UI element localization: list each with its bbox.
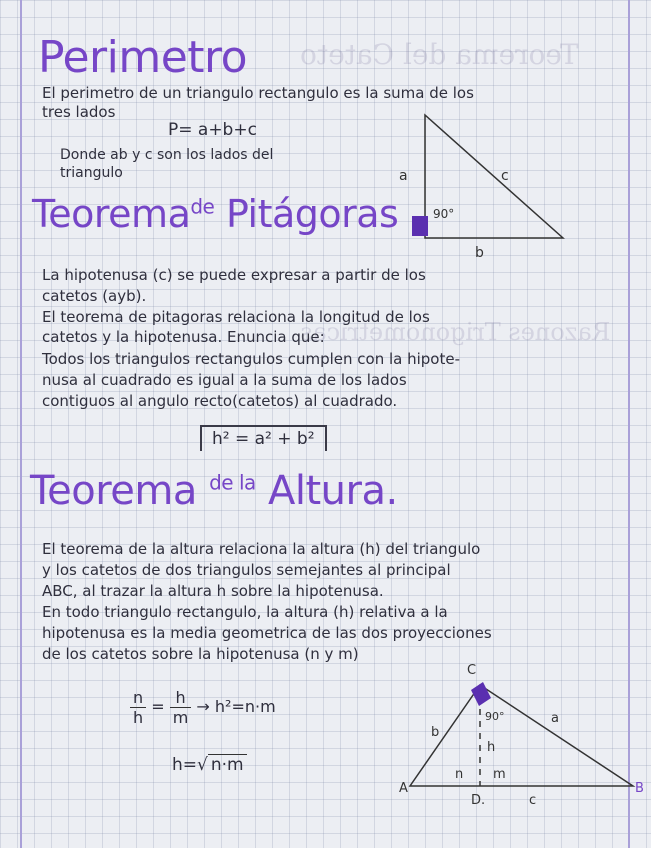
pitagoras-text-line: El teorema de pitagoras relaciona la longitud de los — [42, 308, 430, 326]
pitagoras-text-line: Todos los triangulos rectangulos cumplen con la hipote- — [42, 350, 461, 368]
right-angle-marker — [412, 216, 428, 236]
altura-formula-result: → h²=n·m — [196, 697, 276, 716]
vertex-label-A: A — [399, 781, 408, 796]
fraction-denominator: h — [133, 708, 144, 727]
right-angle-marker — [471, 682, 491, 706]
altura-proportion-formula: $\frac{n}{h}$ = $\frac{h}{m}$ → h²=n·m — [130, 688, 276, 727]
pitagoras-heading — [32, 192, 398, 236]
perimetro-text-line: El perimetro de un triangulo rectangulo es la suma de los — [42, 84, 474, 102]
pitagoras-formula-box: h² = a² + b² — [200, 425, 327, 451]
projection-label-n: n — [455, 767, 464, 782]
right-triangle-diagram — [395, 105, 575, 265]
triangle-angle-label: 90° — [433, 207, 455, 221]
altura-heading-name: Altura. — [267, 468, 398, 514]
pitagoras-text-line: La hipotenusa (c) se puede expresar a partir de los — [42, 266, 426, 284]
pitagoras-text-line: contiguos al angulo recto(catetos) al cuadrado. — [42, 392, 398, 410]
altura-text-line: y los catetos de dos triangulos semejantes al principal — [42, 561, 451, 579]
fraction-n-over-h — [130, 688, 146, 727]
fraction-h-over-m — [170, 688, 192, 727]
side-label-a: a — [551, 711, 559, 726]
left-margin-line — [20, 0, 22, 848]
perimetro-note-line: Donde ab y c son los lados del — [60, 147, 274, 163]
altura-text-line: hipotenusa es la media geometrica de las dos proyecciones — [42, 624, 492, 642]
bleed-through-text: Teorema del Cateto — [300, 38, 579, 71]
pitagoras-text-line: catetos (ayb). — [42, 287, 147, 305]
altura-heading — [30, 468, 398, 514]
side-label-c: c — [529, 793, 537, 808]
altitude-triangle-diagram — [395, 658, 651, 808]
sqrt-symbol: √ — [197, 755, 208, 775]
altura-root-formula — [172, 755, 247, 775]
pitagoras-heading-name: Pitágoras — [225, 192, 399, 236]
angle-label: 90° — [485, 710, 505, 723]
perimetro-note-line: triangulo — [60, 165, 123, 181]
vertex-label-C: C — [467, 663, 477, 678]
pitagoras-heading-word: Teorema — [32, 192, 191, 236]
altura-text-line: El teorema de la altura relaciona la altura (h) del triangulo — [42, 540, 481, 558]
altura-text-line: En todo triangulo rectangulo, la altura (h) relativa a la — [42, 603, 448, 621]
triangle-label-c: c — [501, 168, 509, 184]
fraction-denominator: m — [172, 708, 189, 727]
root-lhs: h= — [172, 755, 198, 775]
altitude-label-h: h — [487, 740, 496, 755]
altura-heading-sup: de la — [209, 470, 256, 495]
side-label-b: b — [431, 725, 440, 740]
perimetro-heading: Perimetro — [38, 32, 248, 83]
perimetro-formula: P= a+b+c — [168, 120, 257, 140]
perimetro-text-line: tres lados — [42, 103, 116, 121]
vertex-label-D: D. — [471, 793, 486, 808]
triangle-label-b: b — [475, 245, 484, 261]
fraction-numerator: h — [170, 688, 192, 708]
altura-heading-word: Teorema — [30, 468, 197, 514]
pitagoras-text-line: nusa al cuadrado es igual a la suma de los lados — [42, 371, 407, 389]
triangle-label-a: a — [399, 168, 408, 184]
pitagoras-text-line: catetos y la hipotenusa. Enuncia que: — [42, 328, 325, 346]
altura-text-line: ABC, al trazar la altura h sobre la hipotenusa. — [42, 582, 384, 600]
root-radicand: n·m — [208, 754, 247, 775]
fraction-numerator: n — [130, 688, 146, 708]
altura-text-line: de los catetos sobre la hipotenusa (n y m) — [42, 645, 359, 663]
vertex-label-B: B — [635, 781, 644, 796]
projection-label-m: m — [493, 767, 506, 782]
bleed-through-text: Razones Trigonometricas — [300, 318, 611, 346]
pitagoras-heading-sup: de — [190, 194, 215, 219]
